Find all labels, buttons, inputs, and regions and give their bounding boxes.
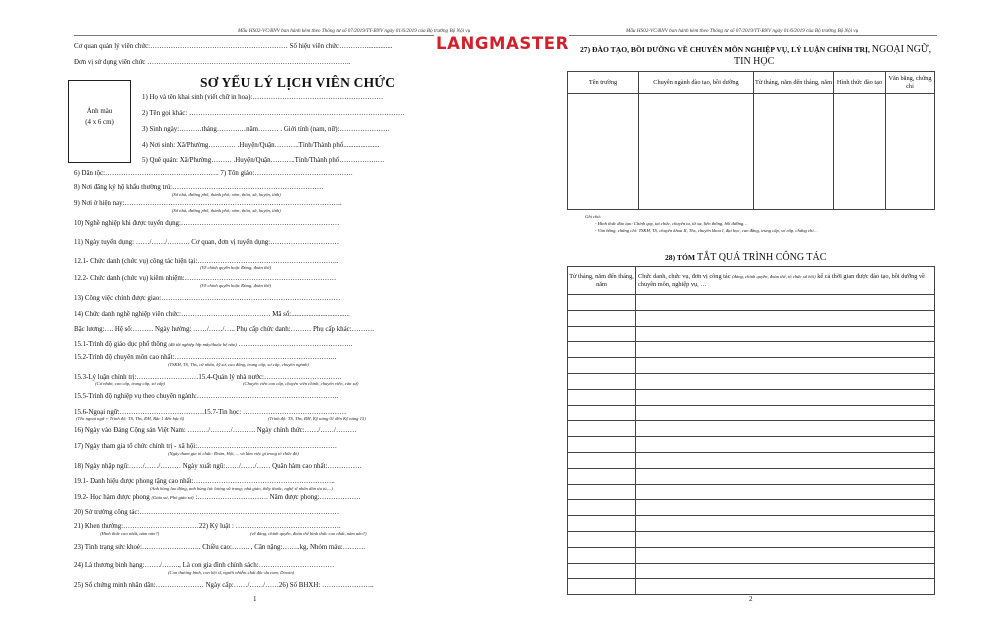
- field-residence: 8) Nơi đăng ký hộ khẩu thường trú:…………………………………………………………: [74, 184, 324, 191]
- field-academic-title: [74, 495, 361, 502]
- training-cell[interactable]: [834, 94, 886, 210]
- section-27-title-lang: NGOẠI NGỮ,: [871, 44, 932, 55]
- field-salary: Bậc lương:…. Hệ số:……… Ngày hưởng: ……/……/….. Phụ cấp chức danh:……… Phụ cấp khác:……….: [74, 326, 375, 333]
- work-period-cell[interactable]: [568, 547, 636, 563]
- work-period-cell[interactable]: [568, 531, 636, 547]
- form-header-note: Mẫu HS02-VC/BNV ban hành kèm theo Thông tư số 07/2019/TT-BNV ngày 01/6/2019 của Bộ trưởng Bộ Nội vụ: [238, 28, 471, 34]
- agency-line: Cơ quan quản lý viên chức:…………………………………………………… Số hiệu viên chức…………...............: [74, 43, 393, 50]
- work-detail-cell[interactable]: [636, 531, 935, 547]
- field-health: 23) Tình trạng sức khoẻ:…………………….. Chiều cao:…….. , Cân nặng:……..kg, Nhóm máu:……….: [74, 544, 366, 551]
- section-28-title-a: 28) TÓM: [665, 253, 696, 262]
- work-period-cell[interactable]: [568, 358, 636, 374]
- page-2: [500, 0, 1000, 625]
- political-theory-note: (Cử nhân, cao cấp, trung cấp, sơ cấp): [95, 381, 166, 386]
- residence-note: (Số nhà, đường phố, thành phố; xóm, thôn, xã, huyện, tỉnh): [172, 192, 281, 197]
- form-header-note-2: Mẫu HS02-VC/BNV ban hành kèm theo Thông tư số 07/2019/TT-BNV ngày 01/6/2019 của Bộ trưởng Bộ Nội vụ: [626, 28, 859, 34]
- work-col-position-note: (đảng, chính quyền, đoàn thể, tổ chức xã hội): [732, 274, 816, 280]
- current-position-note: (Về chính quyền hoặc Đảng, đoàn thể): [200, 265, 272, 270]
- note-training-form: - Hình thức đào tạo: Chính quy, tại chức, chuyên tu, từ xa, liên thông, bồi dưỡng…: [595, 221, 748, 226]
- work-period-cell[interactable]: [568, 500, 636, 516]
- work-detail-cell[interactable]: [636, 389, 935, 405]
- work-detail-cell[interactable]: [636, 310, 935, 326]
- work-col-period: Từ tháng, năm đến tháng, năm: [568, 267, 636, 295]
- work-detail-cell[interactable]: [636, 326, 935, 342]
- header-divider: [74, 35, 434, 36]
- work-col-position: [636, 267, 935, 295]
- work-detail-cell[interactable]: [636, 405, 935, 421]
- section-28-title: [665, 253, 826, 263]
- page-title: SƠ YẾU LÝ LỊCH VIÊN CHỨC: [200, 75, 396, 90]
- awards-note: (Hình thức cao nhất, năm nào?): [100, 531, 160, 536]
- field-current-position: 12.1- Chức danh (chức vụ) công tác hiện tại:……………………………………………………..: [74, 258, 339, 265]
- field-strengths: 20) Sở trường công tác:……………………………………………………………………………: [74, 509, 340, 516]
- section-27-title-it: TIN HỌC: [734, 56, 775, 67]
- work-period-cell[interactable]: [568, 421, 636, 437]
- field-highest-degree: 15.2-Trình độ chuyên môn cao nhất:……………………………………………………………..: [74, 354, 337, 361]
- training-cell[interactable]: [639, 94, 754, 210]
- training-col-form: Hình thức đào tạo: [834, 72, 886, 94]
- field-title-code: 14) Chức danh nghề nghiệp viên chức:………………………………… Mã số:..................................: [74, 311, 350, 318]
- work-period-cell[interactable]: [568, 452, 636, 468]
- field-general-education: [74, 342, 352, 349]
- work-period-cell[interactable]: [568, 310, 636, 326]
- section-27-title-main: 27) ĐÀO TẠO, BỒI DƯỠNG VỀ CHUYÊN MÔN NGHIỆP VỤ, LÝ LUẬN CHÍNH TRỊ,: [580, 45, 870, 54]
- field-highest-honor: 19.1- Danh hiệu được phong tặng cao nhất:……………………………………………………..: [74, 478, 335, 485]
- field-recruit-date: 11) Ngày tuyển dụng: ……/……/………. Cơ quan, đơn vị tuyển dụng:…………………………: [74, 239, 340, 246]
- war-invalid-note: (Con thương binh, con liệt sĩ, người nhiễm chất độc da cam, Dioxin): [168, 570, 295, 575]
- langmaster-logo: LANGMASTER: [436, 34, 569, 53]
- field-occupation: 10) Nghề nghiệp khi được tuyển dụng:……………………………………………………………: [74, 220, 340, 227]
- field-other-name: 2) Tên gọi khác: ………………………………………………………………………………….: [142, 110, 405, 117]
- notes-title: Ghi chú:: [585, 214, 602, 219]
- page-number-1: 1: [253, 595, 257, 603]
- concurrent-position-note: (Về chính quyền hoặc Đảng, đoàn thể): [200, 283, 272, 288]
- field-political-theory: 15.3-Lý luận chính trị:………………………15.4-Quản lý nhà nước:…………………………….: [74, 374, 342, 381]
- training-table: [567, 71, 935, 210]
- organization-note: (Ngày tham gia tổ chức: Đoàn, Hội, ... và làm việc gì trong tổ chức đó): [168, 451, 299, 456]
- field-concurrent-position: 12.2- Chức danh (chức vụ) kiêm nhiệm:…………………………………………………………: [74, 275, 337, 282]
- it-skill-note: (Trình độ: TS, Ths, ĐH, Kỹ năng 01 đến Kỹ năng 15): [268, 416, 366, 421]
- field-hometown: 5) Quê quán: Xã/Phường……… .Huyện/Quận………..Tỉnh/Thành phố…………….….: [142, 157, 385, 164]
- work-period-cell[interactable]: [568, 373, 636, 389]
- field-war-invalid: 24) Là thương binh hạng:……./…….., Là con gia đình chính sách:……………………………: [74, 562, 335, 569]
- work-detail-cell[interactable]: [636, 484, 935, 500]
- work-period-cell[interactable]: [568, 405, 636, 421]
- state-management-note: (Chuyên viên cao cấp, chuyên viên chính, chuyên viên, cán sự): [243, 381, 359, 386]
- field-party-join-date: 16) Ngày vào Đảng Cộng sản Việt Nam: ………/………/………. Ngày chính thức:……/……/………: [74, 427, 357, 434]
- work-detail-cell[interactable]: [636, 342, 935, 358]
- field-main-job: 13) Công việc chính được giao:……………………………………………………………………: [74, 295, 341, 302]
- work-period-cell[interactable]: [568, 563, 636, 579]
- work-period-cell[interactable]: [568, 326, 636, 342]
- photo-box: [68, 80, 131, 163]
- work-history-table: [567, 266, 935, 595]
- field-current-address: 9) Nơi ở hiện nay:…………………………………………………………………………………..: [74, 200, 342, 207]
- field-awards: 21) Khen thưởng:……………………………22) Kỷ luật : ……………………………………….: [74, 523, 341, 530]
- work-detail-cell[interactable]: [636, 452, 935, 468]
- work-period-cell[interactable]: [568, 342, 636, 358]
- field-professional-skill: 15.5-Trình độ nghiệp vụ theo chuyên ngành:……………………………………………………..: [74, 393, 339, 400]
- highest-honor-note: (Anh hùng lao động, anh hùng lực lượng vũ trang; nhà giáo, thầy thuốc, nghệ sĩ nhân dân ưu tú,...): [150, 486, 333, 491]
- work-detail-cell[interactable]: [636, 516, 935, 532]
- section-28-title-b: TẮT QUÁ TRÌNH CÔNG TÁC: [696, 252, 827, 263]
- training-cell[interactable]: [568, 94, 639, 210]
- training-col-period: Từ tháng, năm đến tháng, năm: [754, 72, 834, 94]
- field-organization-date: 17) Ngày tham gia tổ chức chính trị - xã hội:…………………………………………………….: [74, 443, 337, 450]
- academic-title-label: 19.2- Học hàm được phong: [74, 494, 150, 501]
- work-period-cell[interactable]: [568, 516, 636, 532]
- field-full-name: 1) Họ và tên khai sinh (viết chữ in hoa):…………………………………………………: [142, 94, 384, 101]
- work-detail-cell[interactable]: [636, 437, 935, 453]
- field-birth-place: 4) Nơi sinh: Xã/Phường………… .Huyện/Quận………..Tỉnh/Thành phố.....................: [142, 142, 380, 149]
- header-divider-2: [569, 35, 937, 36]
- address-note: (Số nhà, đường phố, thành phố; xóm, thôn, xã, huyện, tỉnh): [172, 208, 281, 213]
- field-birth-date: 3) Sinh ngày:……….tháng……….…năm……… . Giới tính (nam, nữ):………………….: [142, 126, 390, 133]
- field-foreign-language: 15.6-Ngoại ngữ:……………………………….15.7-Tin học: ………………………………………: [74, 409, 347, 416]
- training-cell[interactable]: [886, 94, 935, 210]
- discipline-note: (về đảng, chính quyền, đoàn thể hình thức cao nhất, năm nào?): [250, 531, 367, 536]
- work-period-cell[interactable]: [568, 437, 636, 453]
- training-cell[interactable]: [754, 94, 834, 210]
- unit-line: Đơn vị sử dụng viên chức ……………………………………………………………………………..: [74, 59, 351, 66]
- highest-degree-note: (TSKH, TS, Ths, cử nhân, kỹ sư, cao đẳng, trung cấp, sơ cấp, chuyên ngành): [168, 362, 309, 367]
- work-detail-cell[interactable]: [636, 579, 935, 595]
- work-col-position-main: Chức danh, chức vụ, đơn vị công tác: [638, 273, 731, 281]
- work-detail-cell[interactable]: [636, 373, 935, 389]
- work-col-position-rest: kể cả thời gian được đào tạo, bồi dưỡng về chuyên môn, nghiệp vụ, …: [638, 273, 925, 288]
- field-ethnicity: 6) Dân tộc:………………………………………….. 7) Tôn giáo:…………………………………….: [74, 170, 353, 177]
- work-detail-cell[interactable]: [636, 500, 935, 516]
- general-education-dots: …………………………………………..: [238, 341, 353, 348]
- photo-size: (4 x 6 cm): [85, 119, 114, 126]
- foreign-language-note: (Tên ngoại ngữ + Trình độ: TS, Ths, ĐH, Bậc 1 đến bậc 6): [76, 416, 185, 421]
- page-number-2: 2: [749, 595, 753, 603]
- training-body-row: [568, 94, 935, 210]
- academic-title-note: (Giáo sư, Phó giáo sư): [151, 495, 194, 500]
- general-education-label: 15.1-Trình độ giáo dục phổ thông: [74, 341, 167, 348]
- photo-label: Ảnh màu: [86, 108, 113, 115]
- academic-title-dots: :…………………………. Năm được phong:………………: [195, 494, 361, 501]
- general-education-note: (đã tốt nghiệp lớp mấy/thuộc hệ nào): [168, 342, 237, 347]
- work-detail-cell[interactable]: [636, 468, 935, 484]
- training-col-school: Tên trường: [568, 72, 639, 94]
- work-period-cell[interactable]: [568, 295, 636, 311]
- work-detail-cell[interactable]: [636, 358, 935, 374]
- work-period-cell[interactable]: [568, 484, 636, 500]
- work-detail-cell[interactable]: [636, 295, 935, 311]
- work-period-cell[interactable]: [568, 468, 636, 484]
- field-id-number: 25) Số chứng minh nhân dân:………………… Ngày cấp:……/……/……26) Số BHXH: …………………..: [74, 582, 374, 589]
- training-col-major: Chuyên ngành đào tạo, bồi dưỡng: [639, 72, 754, 94]
- work-detail-cell[interactable]: [636, 563, 935, 579]
- note-degrees: - Văn bằng, chứng chỉ: TSKH, TS, chuyên khoa II, Ths, chuyên khoa I, đại học, cao đẳng, trung cấp, sơ cấp, chứng chỉ…: [595, 228, 818, 233]
- section-27-title: [580, 45, 931, 55]
- training-col-degree: Văn bằng, chứng chỉ: [886, 72, 935, 94]
- work-detail-cell[interactable]: [636, 547, 935, 563]
- work-detail-cell[interactable]: [636, 421, 935, 437]
- work-period-cell[interactable]: [568, 389, 636, 405]
- field-military: 18) Ngày nhập ngũ:……/……/……… Ngày xuất ngũ:……/……/…… Quân hàm cao nhất:……………: [74, 463, 362, 470]
- work-period-cell[interactable]: [568, 579, 636, 595]
